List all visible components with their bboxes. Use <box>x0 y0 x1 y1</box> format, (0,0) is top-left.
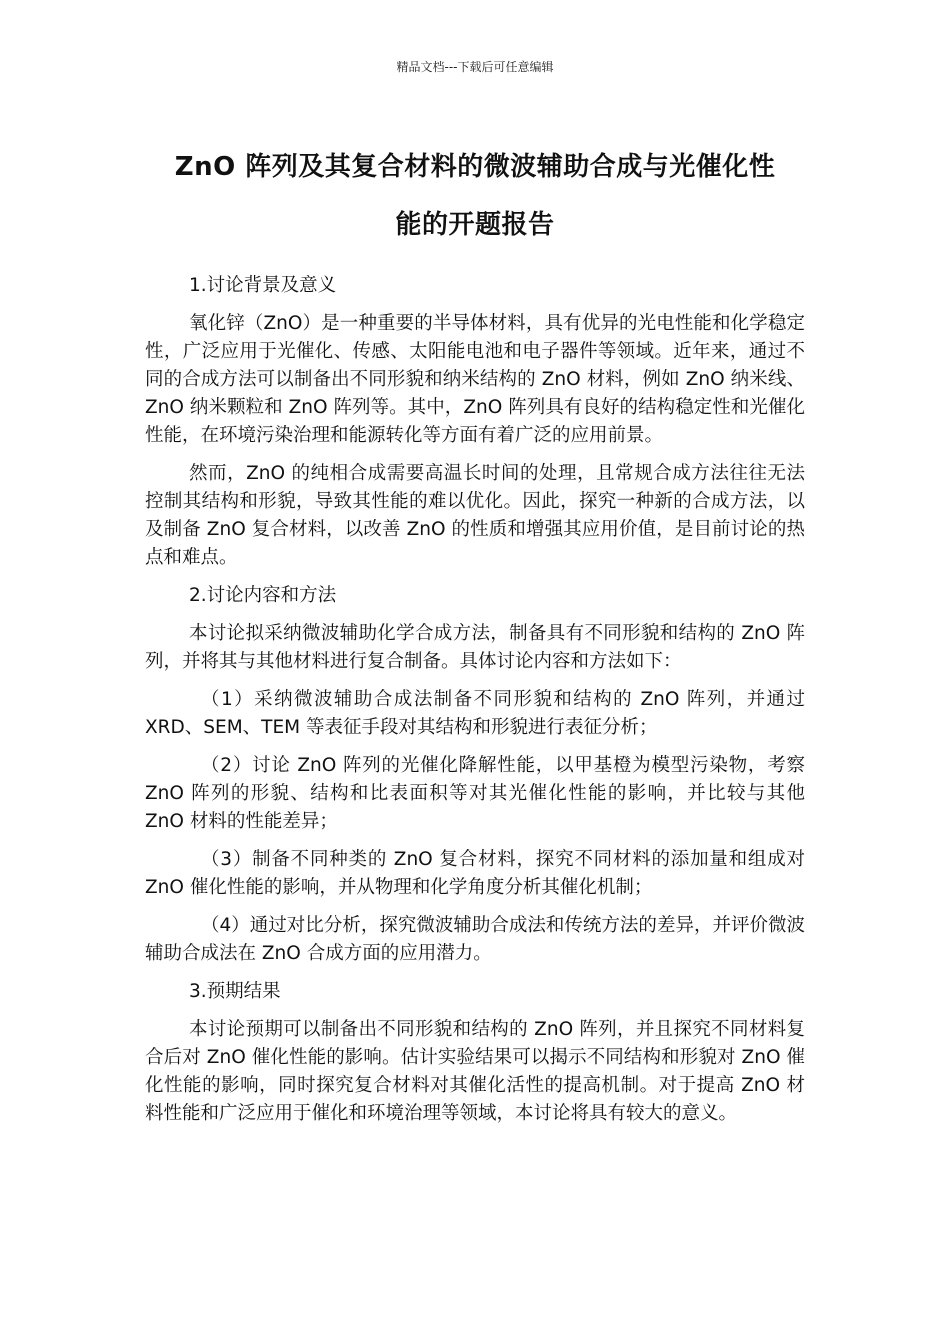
section-3-heading: 3.预期结果 <box>189 981 281 1002</box>
section-1-paragraph-2: 然而，ZnO 的纯相合成需要高温长时间的处理，且常规合成方法往往无法控制其结构和形貌，导致其性能的难以优化。因此，探究一种新的合成方法，以及制备 ZnO 复合材料，以改善 ZnO 的性质和增强其应用价值，是目前讨论的热点和难点。 <box>145 463 805 568</box>
section-2-item-4: （4）通过对比分析，探究微波辅助合成法和传统方法的差异，并评价微波辅助合成法在 ZnO 合成方面的应用潜力。 <box>145 915 805 964</box>
section-1-heading: 1.讨论背景及意义 <box>189 275 337 296</box>
section-2-intro: 本讨论拟采纳微波辅助化学合成方法，制备具有不同形貌和结构的 ZnO 阵列，并将其与其他材料进行复合制备。具体讨论内容和方法如下： <box>145 623 805 672</box>
title-line-1: ZnO 阵列及其复合材料的微波辅助合成与光催化性 <box>174 152 776 182</box>
section-2-item-2: （2）讨论 ZnO 阵列的光催化降解性能，以甲基橙为模型污染物，考察 ZnO 阵列的形貌、结构和比表面积等对其光催化性能的影响，并比较与其他 ZnO 材料的性能差异； <box>145 755 805 832</box>
section-2-heading: 2.讨论内容和方法 <box>189 585 337 606</box>
section-2-item-1: （1）采纳微波辅助合成法制备不同形貌和结构的 ZnO 阵列，并通过 XRD、SEM、TEM 等表征手段对其结构和形貌进行表征分析； <box>145 689 805 738</box>
header-note: 精品文档---下载后可任意编辑 <box>396 60 554 74</box>
document-title <box>145 138 805 254</box>
document-body <box>145 272 805 1138</box>
section-3-paragraph-1: 本讨论预期可以制备出不同形貌和结构的 ZnO 阵列，并且探究不同材料复合后对 ZnO 催化性能的影响。估计实验结果可以揭示不同结构和形貌对 ZnO 催化性能的影响，同时探究复合材料对其催化活性的提高机制。对于提高 ZnO 材料性能和广泛应用于催化和环境治理等领域，本讨论将具有较大的意义。 <box>145 1019 805 1124</box>
section-2-item-3: （3）制备不同种类的 ZnO 复合材料，探究不同材料的添加量和组成对 ZnO 催化性能的影响，并从物理和化学角度分析其催化机制； <box>145 849 805 898</box>
title-line-2: 能的开题报告 <box>395 210 555 240</box>
section-1-paragraph-1: 氧化锌（ZnO）是一种重要的半导体材料，具有优异的光电性能和化学稳定性，广泛应用于光催化、传感、太阳能电池和电子器件等领域。近年来，通过不同的合成方法可以制备出不同形貌和纳米结构的 ZnO 材料，例如 ZnO 纳米线、ZnO 纳米颗粒和 ZnO 阵列等。其中，ZnO 阵列具有良好的结构稳定性和光催化性能，在环境污染治理和能源转化等方面有着广泛的应用前景。 <box>145 313 805 446</box>
